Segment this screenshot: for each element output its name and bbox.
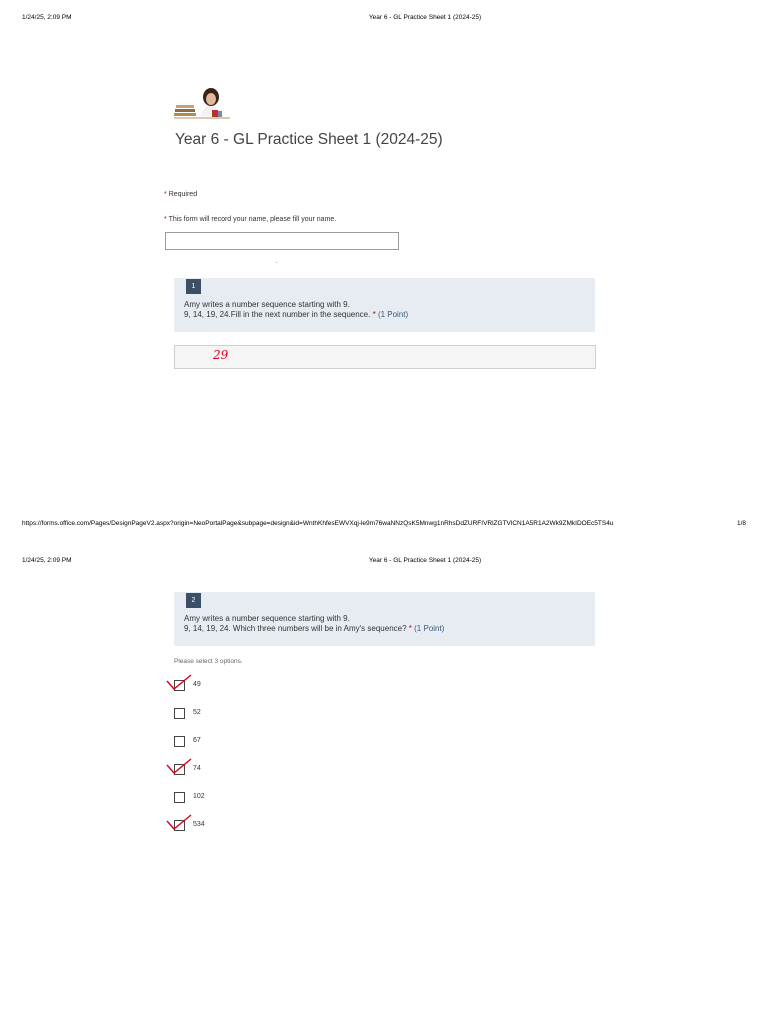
- print-date: 1/24/25, 2:09 PM: [22, 14, 72, 21]
- option-label: 74: [193, 765, 201, 772]
- question-2-line1: Amy writes a number sequence starting with 9.: [184, 614, 350, 623]
- check-mark-icon: [166, 674, 192, 690]
- question-2-points: (1 Point): [414, 624, 445, 633]
- question-2-line2: 9, 14, 19, 24. Which three numbers will be in Amy's sequence?: [184, 624, 407, 633]
- check-mark-icon: [166, 758, 192, 774]
- select-hint: Please select 3 options.: [174, 658, 243, 665]
- checkbox[interactable]: [174, 736, 185, 747]
- handwritten-answer: 29: [213, 348, 229, 362]
- form-title: Year 6 - GL Practice Sheet 1 (2024-25): [175, 131, 443, 148]
- question-number-badge: 2: [186, 593, 201, 608]
- question-2-text: [184, 614, 444, 634]
- print-page-number: 1/8: [737, 520, 747, 527]
- checkbox[interactable]: [174, 708, 185, 719]
- print-title: Year 6 - GL Practice Sheet 1 (2024-25): [368, 14, 482, 21]
- option-label: 52: [193, 709, 201, 716]
- question-1-line2: 9, 14, 19, 24.Fill in the next number in the sequence.: [184, 310, 371, 319]
- check-mark-icon: [166, 814, 192, 830]
- question-1-card: [174, 278, 595, 332]
- print-url: https://forms.office.com/Pages/DesignPageV2.aspx?origin=NeoPortalPage&subpage=design&id=WnthKhfesEWVXqj-le9m76waNNzQsK5Mnwg1nRhsDdZURFIVRlZGTVlCN1A5R1A2Wk9ZMkIDOEc5TS4u: [22, 520, 614, 527]
- required-label: Required: [168, 191, 198, 198]
- name-field[interactable]: [165, 232, 399, 250]
- question-1-line1: Amy writes a number sequence starting with 9.: [184, 300, 350, 309]
- required-star: *: [164, 216, 167, 223]
- required-star: *: [164, 191, 167, 198]
- question-2-card: [174, 592, 595, 646]
- name-notice-text: This form will record your name, please fill your name.: [168, 216, 337, 223]
- print-date: 1/24/25, 2:09 PM: [22, 557, 72, 564]
- option-label: 534: [193, 821, 205, 828]
- question-1-points: (1 Point): [377, 310, 409, 319]
- question-number-badge: 1: [186, 279, 201, 294]
- checkbox[interactable]: [174, 792, 185, 803]
- option-label: 49: [193, 681, 201, 688]
- stray-dot: .: [276, 259, 278, 265]
- print-title: Year 6 - GL Practice Sheet 1 (2024-25): [368, 557, 482, 564]
- option-label: 102: [193, 793, 205, 800]
- required-star: *: [372, 310, 376, 319]
- required-star: *: [408, 624, 412, 633]
- option-label: 67: [193, 737, 201, 744]
- question-1-answer-field[interactable]: [174, 345, 596, 369]
- banner-image: [174, 86, 230, 124]
- required-note: [164, 191, 197, 198]
- question-1-text: [184, 300, 408, 320]
- name-notice: [164, 216, 336, 223]
